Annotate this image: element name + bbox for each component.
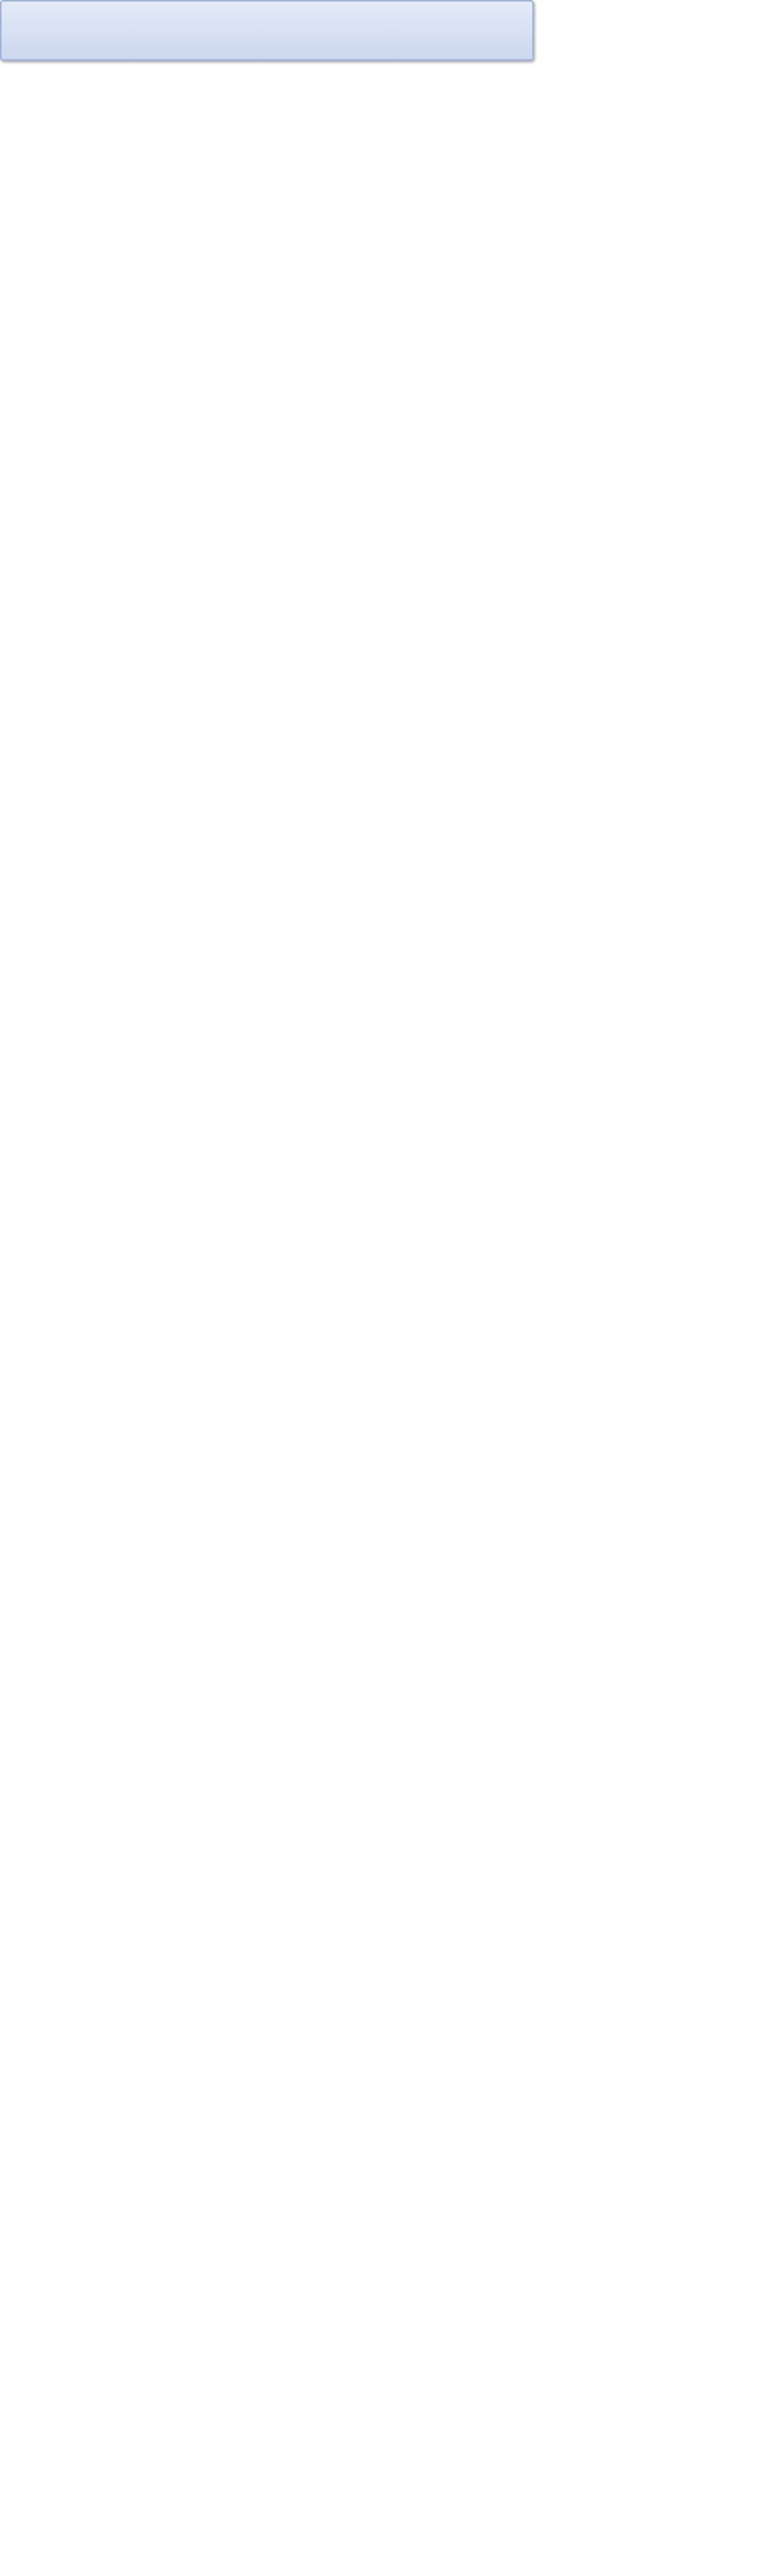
title-banner [0, 0, 534, 61]
score-top [93, 124, 680, 598]
